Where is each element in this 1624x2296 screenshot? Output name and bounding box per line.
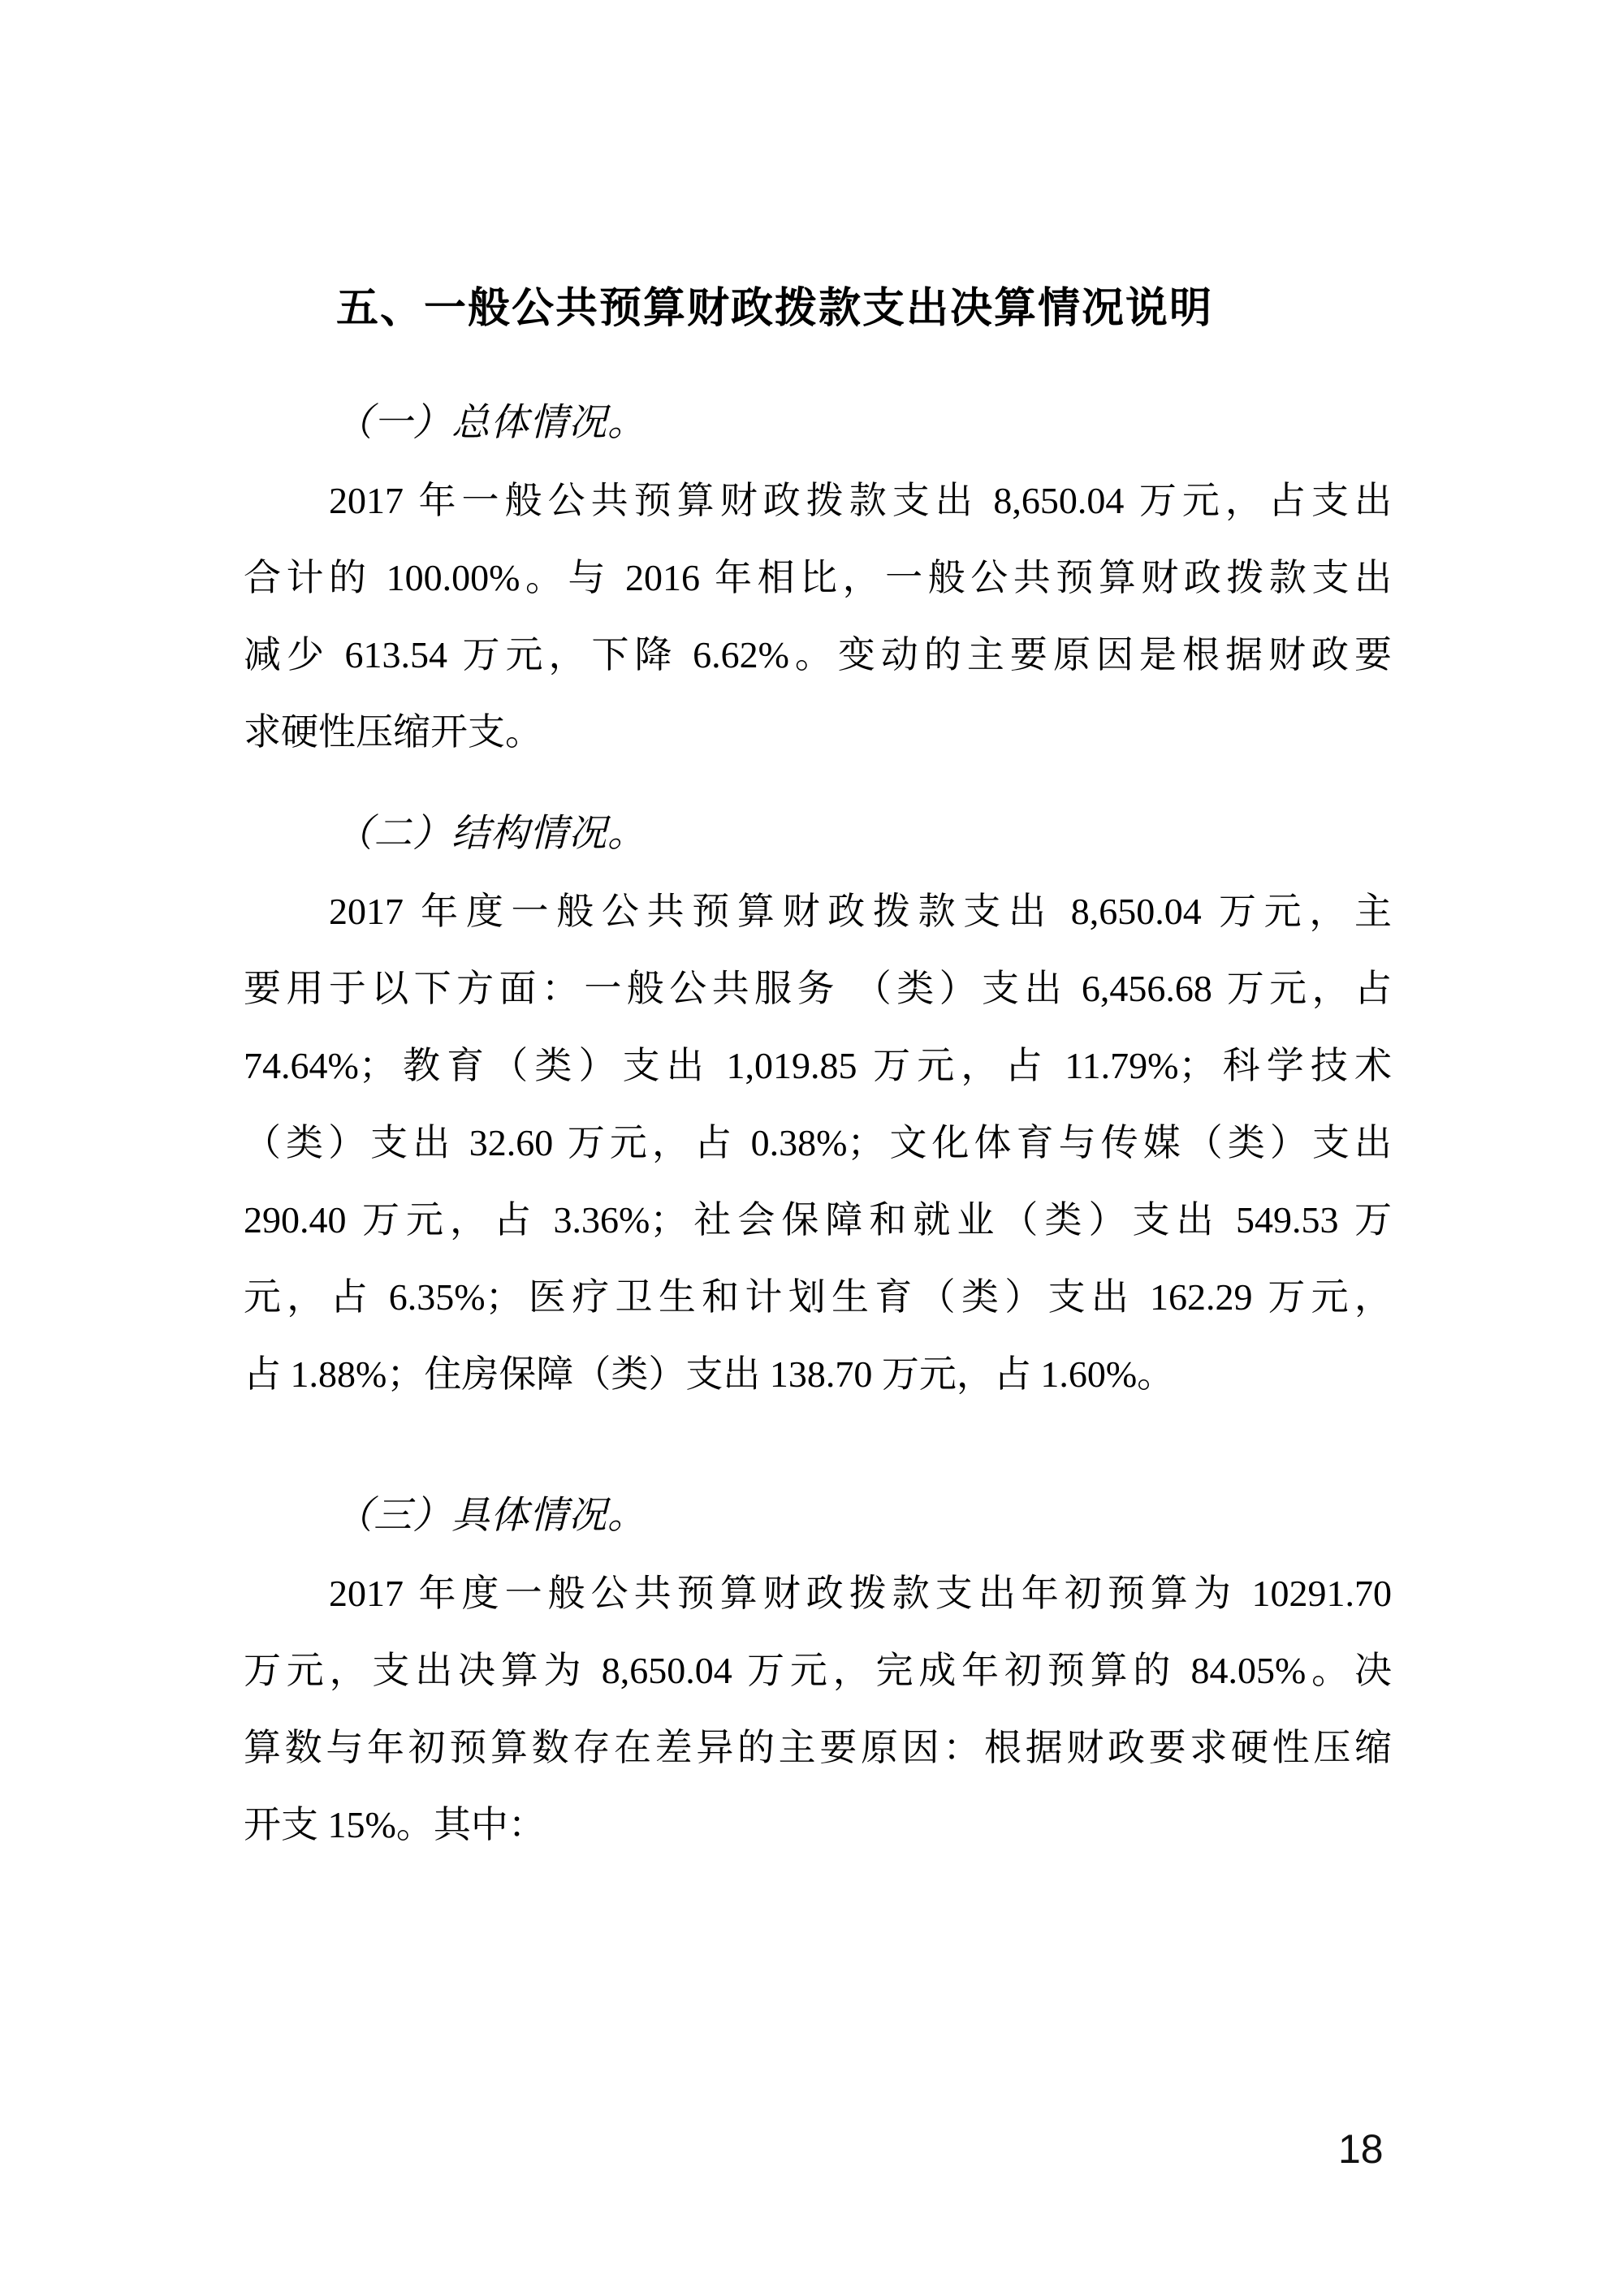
paragraph-line: 2017 年度一般公共预算财政拨款支出 8,650.04 万元，主 [329,891,1392,932]
paragraph-line: 2017 年一般公共预算财政拨款支出 8,650.04 万元，占支出 [329,480,1392,521]
paragraph-overall [244,462,1392,770]
paragraph-line: 减少 613.54 万元，下降 6.62%。变动的主要原因是根据财政要 [244,634,1392,675]
text-column [244,0,1392,1863]
paragraph-line: 元，占 6.35%；医疗卫生和计划生育（类）支出 162.29 万元， [244,1276,1392,1318]
paragraph-details [244,1555,1392,1863]
paragraph-line: 290.40 万元，占 3.36%；社会保障和就业（类）支出 549.53 万 [244,1199,1392,1241]
subsection-heading-details: （三）具体情况。 [335,1495,646,1537]
subsection-heading-overall: （一）总体情况。 [335,402,646,444]
paragraph-line: 求硬性压缩开支。 [244,711,542,753]
page-number: 18 [1338,2126,1384,2172]
paragraph-structure [244,873,1392,1413]
paragraph-line: 算数与年初预算数存在差异的主要原因：根据财政要求硬性压缩 [244,1727,1392,1768]
paragraph-line: 要用于以下方面：一般公共服务 （类）支出 6,456.68 万元，占 [244,968,1392,1009]
subsection-heading-structure: （二）结构情况。 [335,813,646,855]
paragraph-line: 开支 15%。其中： [244,1804,546,1845]
paragraph-line: 万元，支出决算为 8,650.04 万元，完成年初预算的 84.05%。决 [244,1650,1392,1691]
paragraph-line: 合计的 100.00%。与 2016 年相比，一般公共预算财政拨款支出 [244,557,1392,598]
paragraph-line: 74.64%；教育（类）支出 1,019.85 万元，占 11.79%；科学技术 [244,1045,1392,1086]
paragraph-line: 2017 年度一般公共预算财政拨款支出年初预算为 10291.70 [329,1573,1392,1614]
paragraph-line: （类）支出 32.60 万元，占 0.38%；文化体育与传媒（类）支出 [244,1122,1392,1163]
document-title: 五、一般公共预算财政拨款支出决算情况说明 [336,285,1214,332]
paragraph-line: 占 1.88%；住房保障（类）支出 138.70 万元，占 1.60%。 [244,1353,1175,1395]
